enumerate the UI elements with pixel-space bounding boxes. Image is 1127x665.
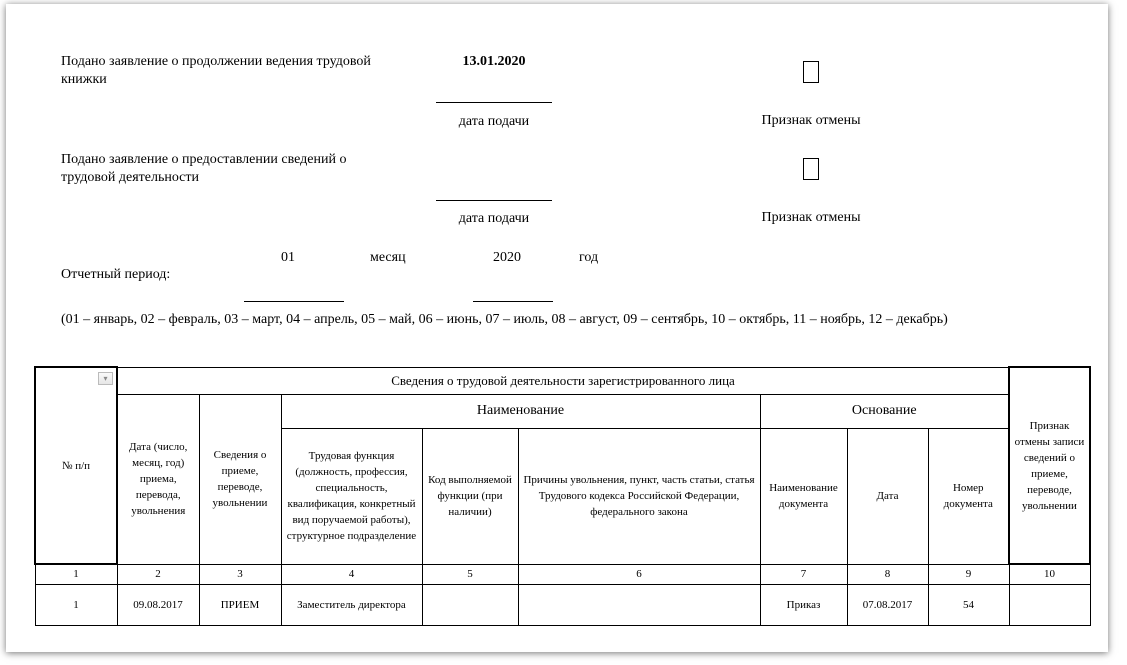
col-number-index: 3 [199,564,281,584]
period-month-value[interactable]: 01 [281,250,295,265]
filter-dropdown-icon[interactable]: ▾ [98,372,113,385]
col-reason-header: Причины увольнения, пункт, часть статьи, статья Трудового кодекса Российской Федерации, федерального закона [518,428,760,564]
col-docnum-header: Номер документа [928,428,1009,564]
cancel-checkbox-1[interactable] [803,61,819,83]
date-label: дата подачи [458,211,530,226]
table-row[interactable] [35,584,1090,625]
header-number-cell [35,367,117,564]
cell-code[interactable] [422,584,518,625]
period-year-label: год [579,250,599,265]
application-info-text: Подано заявление о предоставлении сведений о трудовой деятельности [61,152,347,185]
cancel-label: Признак отмены [761,113,861,128]
col-number-index: 10 [1009,564,1090,584]
group-title-header: Сведения о трудовой деятельности зарегистрированного лица [117,367,1009,394]
cell-info[interactable]: ПРИЕМ [199,584,281,625]
period-year-value[interactable]: 2020 [493,250,521,265]
cancel-label: Признак отмены [761,210,861,225]
activity-table [34,366,1091,626]
col-docname-header: Наименование документа [760,428,847,564]
date-label: дата подачи [458,114,530,129]
cell-no[interactable]: 1 [35,584,117,625]
col-docdate-header: Дата [847,428,928,564]
col-number-index: 8 [847,564,928,584]
date-underline [436,200,552,201]
col-info-header: Сведения о приеме, переводе, увольнении [199,394,281,564]
cell-docname[interactable]: Приказ [760,584,847,625]
osnovanie-header: Основание [760,394,1009,428]
col-code-header: Код выполняемой функции (при наличии) [422,428,518,564]
month-legend: (01 – январь, 02 – февраль, 03 – март, 04 – апрель, 05 – май, 06 – июнь, 07 – июль, 08 – август, 09 – сентябрь, 10 – октябрь, 11 – ноябрь, 12 – декабрь) [61,312,948,327]
month-underline [244,301,344,302]
col-date-header: Дата (число, месяц, год) приема, перевода, увольнения [117,394,199,564]
cell-cancel[interactable] [1009,584,1090,625]
col-number-index: 7 [760,564,847,584]
col-number-header: № п/п [61,459,91,472]
col-number-index: 1 [35,564,117,584]
cell-docdate[interactable]: 07.08.2017 [847,584,928,625]
cell-reason[interactable] [518,584,760,625]
col-number-index: 4 [281,564,422,584]
period-label: Отчетный период: [61,267,171,282]
naimenovanie-header: Наименование [281,394,760,428]
cancel-checkbox-2[interactable] [803,158,819,180]
col-number-index: 6 [518,564,760,584]
col-number-index: 9 [928,564,1009,584]
application-continue-text: Подано заявление о продолжении ведения трудовой книжки [61,54,371,87]
col-function-header: Трудовая функция (должность, профессия, специальность, квалификация, конкретный вид поручаемой работы), структурное подразделение [281,428,422,564]
period-month-label: месяц [370,250,406,265]
cell-function[interactable]: Заместитель директора [281,584,422,625]
cell-date[interactable]: 09.08.2017 [117,584,199,625]
col-number-index: 2 [117,564,199,584]
date-underline [436,102,552,103]
col-number-index: 5 [422,564,518,584]
year-underline [473,301,553,302]
col-cancel-header: Признак отмены записи сведений о приеме, переводе, увольнении [1009,367,1090,564]
cell-docnum[interactable]: 54 [928,584,1009,625]
application-continue-date[interactable]: 13.01.2020 [462,54,526,69]
